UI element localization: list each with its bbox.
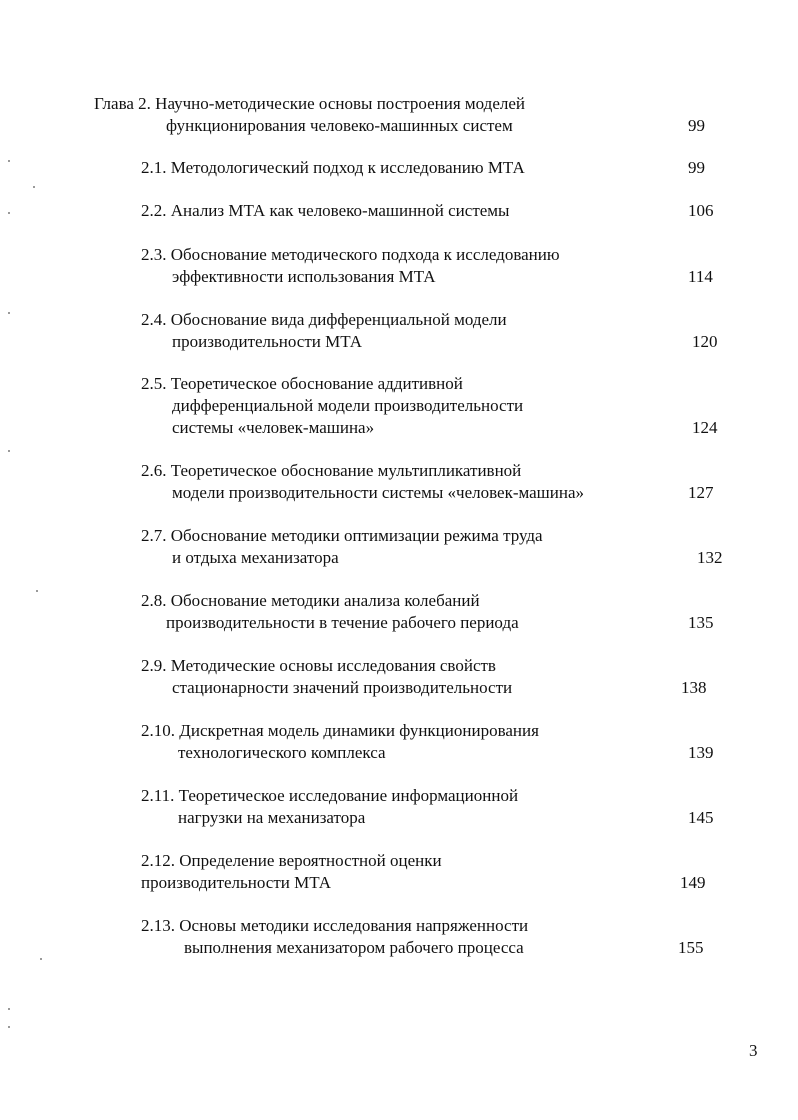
toc-entry-2-7-line-1: 2.7. Обоснование методики оптимизации режима труда <box>141 526 543 545</box>
chapter-title-line-1: Глава 2. Научно-методические основы построения моделей <box>94 94 526 113</box>
toc-entry-2-12-page: 149 <box>680 873 706 892</box>
toc-entry-2-9-line-1: 2.9. Методические основы исследования свойств <box>141 656 496 675</box>
toc-entry-2-6-line-2: модели производительности системы «человек-машина» <box>172 483 585 502</box>
toc-entry-2-11-line-2: нагрузки на механизатора <box>178 808 366 827</box>
toc-entry-2-2-page: 106 <box>688 201 714 220</box>
toc-entry-2-4-line-2: производительности МТА <box>172 332 363 351</box>
toc-entry-2-13-line-1: 2.13. Основы методики исследования напряженности <box>141 916 529 935</box>
toc-entry-2-13-line-2: выполнения механизатором рабочего процесса <box>184 938 524 957</box>
toc-entry-2-8-page: 135 <box>688 613 714 632</box>
scan-speck <box>8 212 10 214</box>
toc-entry-2-3-line-2: эффективности использования МТА <box>172 267 436 286</box>
toc-entry-2-2-line-1: 2.2. Анализ МТА как человеко-машинной системы <box>141 201 510 220</box>
toc-entry-2-1-page: 99 <box>688 158 705 177</box>
toc-entry-2-13-page: 155 <box>678 938 704 957</box>
scan-speck <box>40 958 42 960</box>
toc-entry-2-9-page: 138 <box>681 678 707 697</box>
toc-entry-2-9-line-2: стационарности значений производительности <box>172 678 513 697</box>
scan-speck <box>8 1026 10 1028</box>
toc-entry-2-11-page: 145 <box>688 808 714 827</box>
scan-speck <box>36 590 38 592</box>
toc-entry-2-4-line-1: 2.4. Обоснование вида дифференциальной модели <box>141 310 507 329</box>
toc-entry-2-5-page: 124 <box>692 418 718 437</box>
toc-entry-2-5-line-1: 2.5. Теоретическое обоснование аддитивной <box>141 374 463 393</box>
toc-entry-2-10-page: 139 <box>688 743 714 762</box>
toc-entry-2-5-line-2: дифференциальной модели производительности <box>172 396 524 415</box>
scan-speck <box>8 1008 10 1010</box>
toc-entry-2-8-line-2: производительности в течение рабочего периода <box>166 613 519 632</box>
toc-entry-2-4-page: 120 <box>692 332 718 351</box>
chapter-page-number: 99 <box>688 116 705 135</box>
chapter-title-line-2: функционирования человеко-машинных систем <box>166 116 513 135</box>
page-number: 3 <box>749 1041 758 1060</box>
toc-entry-2-10-line-1: 2.10. Дискретная модель динамики функционирования <box>141 721 539 740</box>
toc-entry-2-10-line-2: технологического комплекса <box>178 743 386 762</box>
toc-entry-2-12-line-1: 2.12. Определение вероятностной оценки <box>141 851 442 870</box>
scan-speck <box>8 450 10 452</box>
toc-entry-2-1-line-1: 2.1. Методологический подход к исследованию МТА <box>141 158 525 177</box>
toc-entry-2-8-line-1: 2.8. Обоснование методики анализа колебаний <box>141 591 480 610</box>
toc-entry-2-3-line-1: 2.3. Обоснование методического подхода к исследованию <box>141 245 560 264</box>
scan-speck <box>8 312 10 314</box>
toc-entry-2-7-line-2: и отдыха механизатора <box>172 548 339 567</box>
scan-speck <box>33 186 35 188</box>
toc-entry-2-11-line-1: 2.11. Теоретическое исследование информационной <box>141 786 519 805</box>
toc-entry-2-6-page: 127 <box>688 483 714 502</box>
toc-entry-2-6-line-1: 2.6. Теоретическое обоснование мультипликативной <box>141 461 522 480</box>
toc-entry-2-12-line-2: производительности МТА <box>141 873 332 892</box>
toc-entry-2-5-line-3: системы «человек-машина» <box>172 418 375 437</box>
toc-entry-2-3-page: 114 <box>688 267 713 286</box>
toc-entry-2-7-page: 132 <box>697 548 723 567</box>
scan-speck <box>8 160 10 162</box>
